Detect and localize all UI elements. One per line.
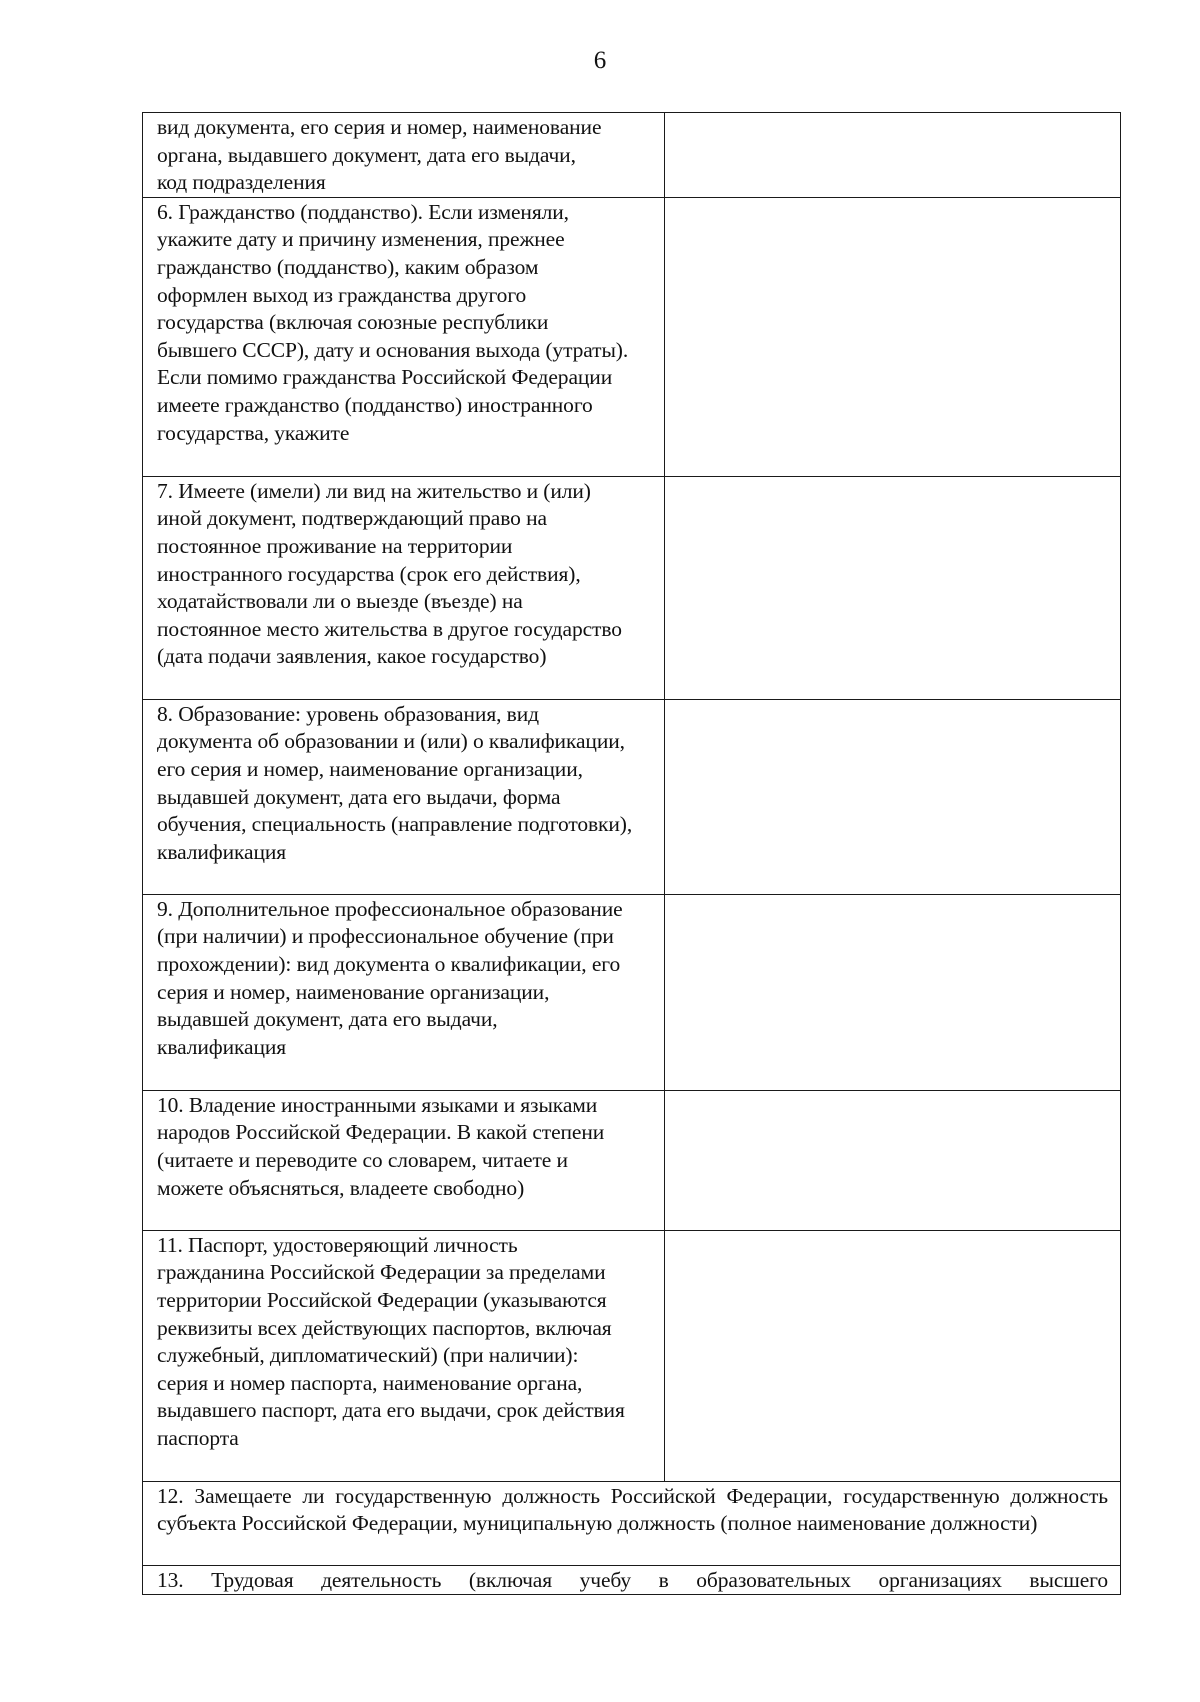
question-text: 7. Имеете (имели) ли вид на жительство и (или) иной документ, подтверждающий право на постоянное проживание на территории иностранного государства (срок его действия), ходатайствовали ли о выезде (въезде) на постоянное место жительства в другое государство (дата подачи заявления, какое государство) (157, 478, 622, 669)
question-cell (143, 197, 665, 476)
table-row (143, 699, 1121, 894)
answer-field[interactable] (665, 1230, 1121, 1481)
table-row (143, 1481, 1121, 1565)
question-cell (143, 699, 665, 894)
question-cell (143, 113, 665, 198)
table-row (143, 476, 1121, 699)
questionnaire-table (142, 112, 1121, 1595)
answer-field[interactable] (665, 699, 1121, 894)
question-text: 11. Паспорт, удостоверяющий личность гражданина Российской Федерации за пределами территории Российской Федерации (указываются реквизиты всех действующих паспортов, включая служебный, дипломатический) (при наличии): серия и номер паспорта, наименование органа, выдавшего паспорт, дата его выдачи, срок действия паспорта (157, 1232, 625, 1450)
table-row (143, 197, 1121, 476)
question-cell (143, 894, 665, 1090)
full-width-question-cell (143, 1481, 1121, 1565)
question-text: вид документа, его серия и номер, наименование органа, выдавшего документ, дата его выдачи, код подразделения (157, 115, 602, 195)
page-number: 6 (593, 47, 607, 74)
question-text: 8. Образование: уровень образования, вид документа об образовании и (или) о квалификации, его серия и номер, наименование организации, выдавшей документ, дата его выдачи, форма обучения, специальность (направление подготовки), квалификация (157, 701, 633, 864)
question-text: 12. Замещаете ли государственную должность Российской Федерации, государственную должность субъекта Российской Федерации, муниципальную должность (полное наименование должности) (157, 1483, 1108, 1536)
answer-field[interactable] (665, 476, 1121, 699)
question-cell (143, 1230, 665, 1481)
question-text: 6. Гражданство (подданство). Если изменяли, укажите дату и причину изменения, прежнее гражданство (подданство), каким образом оформлен выход из гражданства другого государства (включая союзные республики бывшего СССР), дату и основания выхода (утраты). Если помимо гражданства Российской Федерации имеете гражданство (подданство) иностранного государства, укажите (157, 199, 629, 445)
question-cell (143, 1090, 665, 1230)
table-row (143, 113, 1121, 198)
answer-field[interactable] (665, 894, 1121, 1090)
question-text: 13. Трудовая деятельность (включая учебу в образовательных организациях высшего (157, 1567, 1108, 1592)
table-row (143, 1565, 1121, 1595)
question-text: 9. Дополнительное профессиональное образование (при наличии) и профессиональное обучение (при прохождении): вид документа о квалификации, его серия и номер, наименование организации, выдавшей документ, дата его выдачи, квалификация (157, 896, 623, 1059)
answer-field[interactable] (665, 1090, 1121, 1230)
full-width-question-cell (143, 1565, 1121, 1595)
question-text: 10. Владение иностранными языками и языками народов Российской Федерации. В какой степени (читаете и переводите со словарем, читаете и можете объясняться, владеете свободно) (157, 1092, 605, 1200)
answer-field[interactable] (665, 113, 1121, 198)
table-row (143, 1230, 1121, 1481)
table-row (143, 1090, 1121, 1230)
answer-field[interactable] (665, 197, 1121, 476)
question-cell (143, 476, 665, 699)
table-row (143, 894, 1121, 1090)
